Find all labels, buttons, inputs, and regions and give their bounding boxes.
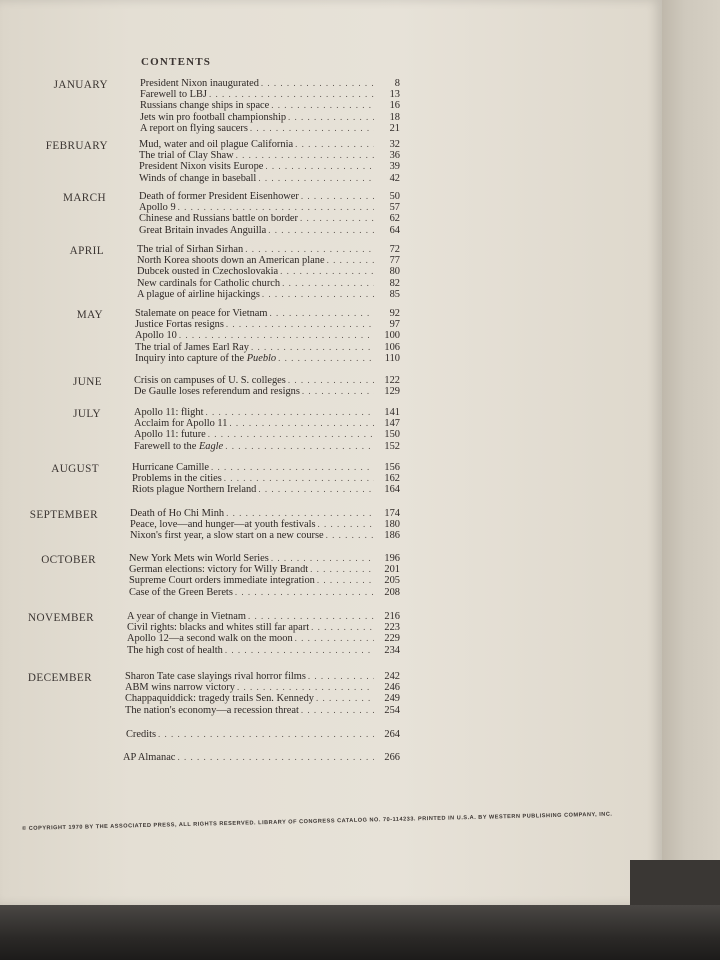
month-entries-january — [140, 78, 400, 134]
entry-title: Apollo 12—a second walk on the moon — [127, 633, 293, 645]
toc-entry — [134, 407, 400, 418]
page-number: 72 — [389, 244, 400, 255]
dot-leader — [258, 173, 374, 184]
month-entries-august — [132, 462, 400, 496]
dot-leader — [229, 418, 374, 429]
entry-title: A report on flying saucers — [140, 122, 248, 134]
dot-leader — [268, 225, 374, 236]
dot-leader — [251, 342, 374, 353]
almanac-entry — [123, 752, 400, 763]
page-number: 246 — [384, 682, 400, 694]
entry-title: The trial of James Earl Ray — [135, 341, 249, 353]
page-number: 141 — [384, 407, 400, 418]
entry-title: De Gaulle loses referendum and resigns — [134, 386, 300, 398]
page-number: 106 — [384, 341, 400, 353]
dot-leader — [271, 100, 374, 111]
page-number: 249 — [384, 693, 400, 705]
dot-leader — [208, 429, 374, 440]
dot-leader — [269, 308, 374, 319]
copyright-notice: © COPYRIGHT 1970 BY THE ASSOCIATED PRESS, ALL RIGHTS RESERVED. LIBRARY OF CONGRESS CATALOG NO. 70-114233. PRINTED IN U.S.A. BY WESTERN PUBLISHING COMPANY, INC. — [21, 811, 613, 832]
entry-title: Supreme Court orders immediate integration — [129, 575, 315, 587]
dot-leader — [158, 729, 374, 740]
page-number: 8 — [394, 78, 400, 89]
entry-title: Riots plague Northern Ireland — [132, 484, 257, 496]
dot-leader — [245, 244, 374, 255]
page-number: 64 — [389, 224, 400, 236]
dot-leader — [271, 553, 374, 564]
entry-title: Apollo 9 — [139, 202, 176, 214]
credits-entry — [126, 729, 400, 740]
month-entries-may — [135, 308, 400, 364]
page-number: 129 — [384, 386, 400, 398]
toc-entry — [129, 587, 400, 598]
entry-title: Civil rights: blacks and whites still far apart — [127, 622, 310, 634]
page-number: 92 — [389, 308, 400, 319]
toc-entry — [135, 353, 400, 364]
month-label-march: MARCH — [62, 192, 106, 204]
entry-title: North Korea shoots down an American plane — [137, 255, 325, 267]
toc-entry — [125, 682, 400, 693]
entry-title: Problems in the cities — [132, 473, 222, 485]
toc-entry — [139, 139, 400, 150]
background-surface — [0, 905, 720, 960]
toc-entry — [132, 462, 400, 473]
page-number: 150 — [384, 429, 400, 441]
toc-entry — [123, 752, 400, 763]
page-number: 122 — [384, 375, 400, 386]
entry-title-italic: Eagle — [198, 440, 224, 452]
entry-title: Acclaim for Apollo 11 — [134, 418, 228, 430]
toc-entry — [137, 278, 400, 289]
page-number: 77 — [389, 255, 400, 267]
month-label-august: AUGUST — [51, 463, 99, 475]
toc-entry — [132, 484, 400, 495]
toc-entry — [134, 386, 400, 397]
entry-title: Apollo 10 — [135, 330, 177, 342]
dot-leader — [280, 266, 374, 277]
toc-entry — [135, 330, 400, 341]
toc-entry — [140, 123, 400, 134]
entry-title: A year of change in Vietnam — [127, 611, 246, 622]
month-label-june: JUNE — [73, 376, 102, 388]
page-number: 36 — [389, 150, 400, 162]
page-number: 80 — [389, 266, 400, 278]
page-number: 57 — [389, 202, 400, 214]
page-number: 39 — [389, 161, 400, 173]
entry-title: ABM wins narrow victory — [125, 682, 235, 694]
next-page-edge — [662, 0, 720, 860]
dot-leader — [235, 587, 374, 598]
page-number: 162 — [384, 473, 400, 485]
toc-entry — [134, 429, 400, 440]
dot-leader — [300, 213, 374, 224]
entry-title: Winds of change in baseball — [139, 172, 257, 184]
entry-title: Credits — [126, 729, 157, 740]
toc-entry — [139, 191, 400, 202]
page-number: 13 — [389, 89, 400, 101]
toc-entry — [127, 611, 400, 622]
page-number: 264 — [384, 729, 400, 740]
month-entries-february — [139, 139, 400, 184]
dot-leader — [224, 473, 374, 484]
toc-entry — [139, 202, 400, 213]
page-number: 164 — [384, 484, 400, 496]
page-number: 110 — [384, 352, 400, 364]
month-label-july: JULY — [73, 408, 101, 420]
dot-leader — [316, 693, 374, 704]
entry-title: Inquiry into capture of the Pueblo — [135, 352, 277, 364]
month-entries-june — [134, 375, 400, 397]
toc-entry — [135, 319, 400, 330]
toc-entry — [127, 633, 400, 644]
month-label-october: OCTOBER — [41, 554, 96, 566]
dot-leader — [326, 530, 374, 541]
page-number: 266 — [384, 752, 400, 763]
entry-title: Chappaquiddick: tragedy trails Sen. Kennedy — [125, 693, 315, 705]
dot-leader — [237, 682, 374, 693]
toc-entry — [132, 473, 400, 484]
toc-entry — [137, 255, 400, 266]
dot-leader — [262, 289, 374, 300]
entry-title: Chinese and Russians battle on border — [139, 213, 299, 225]
entry-title: Stalemate on peace for Vietnam — [135, 308, 268, 319]
dot-leader — [278, 353, 374, 364]
entry-title: New York Mets win World Series — [129, 553, 269, 564]
page-number: 97 — [389, 319, 400, 331]
page-number: 242 — [384, 671, 400, 682]
toc-entry — [134, 375, 400, 386]
toc-entry — [139, 213, 400, 224]
dot-leader — [225, 645, 374, 656]
entry-title: The trial of Clay Shaw — [139, 150, 234, 162]
toc-entry — [137, 266, 400, 277]
toc-entry — [130, 508, 400, 519]
toc-entry — [139, 150, 400, 161]
entry-title: A plague of airline hijackings — [137, 288, 260, 300]
contents-title: CONTENTS — [141, 56, 212, 68]
entry-title: Sharon Tate case slayings rival horror films — [125, 671, 306, 682]
toc-entry — [140, 112, 400, 123]
dot-leader — [205, 407, 374, 418]
month-entries-july — [134, 407, 400, 452]
toc-entry — [137, 244, 400, 255]
page-number: 32 — [389, 139, 400, 150]
month-entries-november — [127, 611, 400, 656]
page-number: 82 — [389, 277, 400, 289]
dot-leader — [295, 633, 374, 644]
entry-title: Death of former President Eisenhower — [139, 191, 299, 202]
entry-title: President Nixon inaugurated — [140, 78, 259, 89]
entry-title: Great Britain invades Anguilla — [139, 224, 267, 236]
toc-entry — [126, 729, 400, 740]
dot-leader — [226, 319, 374, 330]
month-entries-april — [137, 244, 400, 300]
dot-leader — [310, 564, 374, 575]
entry-title: President Nixon visits Europe — [139, 161, 264, 173]
entry-title: Dubcek ousted in Czechoslovakia — [137, 266, 279, 278]
dot-leader — [327, 255, 374, 266]
dot-leader — [261, 78, 374, 89]
toc-entry — [130, 530, 400, 541]
dot-leader — [308, 671, 374, 682]
page-number: 216 — [384, 611, 400, 622]
dot-leader — [248, 611, 374, 622]
entry-title: The nation's economy—a recession threat — [125, 704, 299, 716]
dot-leader — [288, 112, 374, 123]
entry-title: Farewell to the Eagle — [134, 440, 224, 452]
page-number: 205 — [384, 575, 400, 587]
toc-entry — [135, 342, 400, 353]
page-number: 186 — [384, 530, 400, 542]
toc-entry — [134, 441, 400, 452]
entry-title: The high cost of health — [127, 644, 223, 656]
dot-leader — [318, 519, 374, 530]
toc-entry — [125, 705, 400, 716]
page-number: 180 — [384, 519, 400, 531]
dot-leader — [236, 150, 374, 161]
entry-title: Farewell to LBJ — [140, 89, 207, 101]
month-entries-march — [139, 191, 400, 236]
page-number: 201 — [384, 564, 400, 576]
dot-leader — [211, 462, 374, 473]
page-number: 62 — [389, 213, 400, 225]
entry-title: Apollo 11: future — [134, 429, 206, 441]
entry-title-italic: Pueblo — [246, 352, 277, 364]
entry-title: Justice Fortas resigns — [135, 319, 224, 331]
toc-entry — [137, 289, 400, 300]
toc-entry — [140, 89, 400, 100]
month-entries-december — [125, 671, 400, 716]
dot-leader — [301, 705, 374, 716]
toc-entry — [130, 519, 400, 530]
toc-entry — [129, 564, 400, 575]
page-number: 147 — [384, 418, 400, 430]
month-entries-september — [130, 508, 400, 542]
page-number: 234 — [384, 644, 400, 656]
toc-entry — [134, 418, 400, 429]
entry-title: Russians change ships in space — [140, 100, 270, 112]
page-number: 16 — [389, 100, 400, 112]
entry-title: Apollo 11: flight — [134, 407, 204, 418]
entry-title: Case of the Green Berets — [129, 586, 233, 598]
entry-title: Mud, water and oil plague California — [139, 139, 294, 150]
dot-leader — [311, 622, 374, 633]
entry-title: Death of Ho Chi Minh — [130, 508, 225, 519]
month-label-december: DECEMBER — [27, 672, 92, 684]
toc-entry — [129, 553, 400, 564]
dot-leader — [301, 191, 374, 202]
toc-entry — [139, 173, 400, 184]
dot-leader — [226, 508, 374, 519]
toc-entry — [127, 645, 400, 656]
toc-entry — [140, 78, 400, 89]
entry-title: New cardinals for Catholic church — [137, 277, 281, 289]
page-number: 229 — [384, 633, 400, 645]
month-label-november: NOVEMBER — [28, 612, 94, 624]
page-number: 208 — [384, 586, 400, 598]
toc-entry — [140, 100, 400, 111]
page-number: 100 — [384, 330, 400, 342]
page-number: 50 — [389, 191, 400, 202]
page-number: 223 — [384, 622, 400, 634]
entry-title: AP Almanac — [123, 752, 176, 763]
page-number: 18 — [389, 111, 400, 123]
dot-leader — [258, 484, 374, 495]
toc-entry — [129, 575, 400, 586]
month-label-april: APRIL — [69, 245, 104, 257]
toc-entry — [127, 622, 400, 633]
toc-entry — [125, 693, 400, 704]
page-number: 174 — [384, 508, 400, 519]
month-label-september: SEPTEMBER — [29, 509, 98, 521]
dot-leader — [179, 330, 374, 341]
dot-leader — [295, 139, 374, 150]
entry-title: Jets win pro football championship — [140, 111, 287, 123]
entry-title: Peace, love—and hunger—at youth festivals — [130, 519, 316, 531]
page-number: 254 — [384, 704, 400, 716]
entry-title: Hurricane Camille — [132, 462, 210, 473]
page-number: 85 — [389, 288, 400, 300]
month-label-may: MAY — [76, 309, 103, 321]
entry-title: Crisis on campuses of U. S. colleges — [134, 375, 286, 386]
toc-entry — [139, 161, 400, 172]
page-number: 156 — [384, 462, 400, 473]
entry-title: German elections: victory for Willy Brandt — [129, 564, 309, 576]
dot-leader — [288, 375, 374, 386]
month-label-february: FEBRUARY — [45, 140, 108, 152]
page-number: 21 — [389, 122, 400, 134]
month-entries-october — [129, 553, 400, 598]
dot-leader — [209, 89, 374, 100]
page-number: 42 — [389, 172, 400, 184]
dot-leader — [225, 441, 374, 452]
toc-entry — [125, 671, 400, 682]
month-label-january: JANUARY — [53, 79, 108, 91]
toc-entry — [135, 308, 400, 319]
dot-leader — [302, 386, 374, 397]
dot-leader — [178, 202, 374, 213]
dot-leader — [250, 123, 374, 134]
page-number: 152 — [384, 440, 400, 452]
dot-leader — [177, 752, 374, 763]
dot-leader — [265, 161, 374, 172]
entry-title: The trial of Sirhan Sirhan — [137, 244, 244, 255]
toc-entry — [139, 225, 400, 236]
dot-leader — [282, 278, 374, 289]
dot-leader — [317, 575, 374, 586]
page-number: 196 — [384, 553, 400, 564]
entry-title: Nixon's first year, a slow start on a new course — [130, 530, 324, 542]
